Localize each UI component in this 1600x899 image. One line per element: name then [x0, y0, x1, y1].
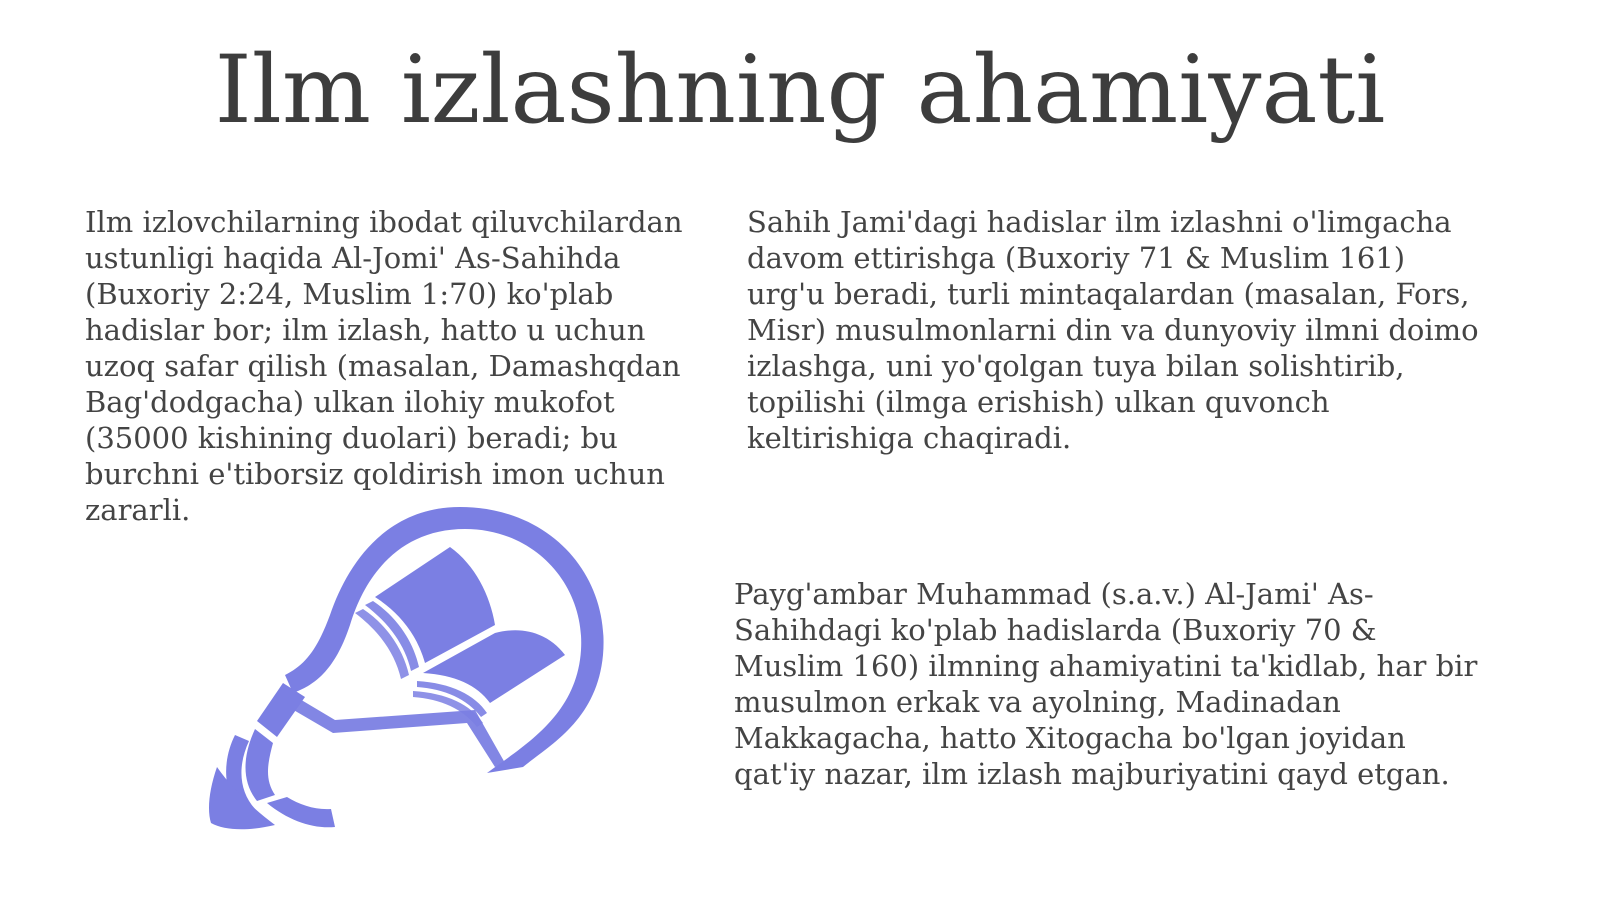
paragraph-sahih-jami: Sahih Jami'dagi hadislar ilm izlashni o'limgacha davom ettirishga (Buxoriy 71 & Muslim 161) urg'u beradi, turli mintaqalardan (masalan, Fors, Misr) musulmonlarni din va dunyoviy ilmni doimo izlashga, uni yo'qolgan tuya bilan solishtirib, topilishi (ilmga erishish) ulkan quvonch keltirishiga chaqiradi. — [747, 205, 1479, 455]
paragraph-paygambar: Payg'ambar Muhammad (s.a.v.) Al-Jami' As-Sahihdagi ko'plab hadislarda (Buxoriy 70 & Muslim 160) ilmning ahamiyatini ta'kidlab, har bir musulmon erkak va ayolning, Madinadan Makkagacha, hatto Xitogacha bo'lgan joyidan qat'iy nazar, ilm izlash majburiyatini qayd etgan. — [734, 577, 1478, 791]
paragraph-ilm-izlovchilar: Ilm izlovchilarning ibodat qiluvchilardan ustunligi haqida Al-Jomi' As-Sahihda (Buxoriy 2:24, Muslim 1:70) ko'plab hadislar bor; ilm izlash, hatto u uchun uzoq safar qilish (masalan, Damashqdan Bag'dodgacha) ulkan ilohiy mukofot (35000 kishining duolari) beradi; bu burchni e'tiborsiz qoldirish imon uchun zararli. — [85, 205, 683, 527]
bulb-thread-2 — [246, 729, 276, 801]
bulb-thread-4 — [267, 797, 335, 827]
lightbulb-book-icon — [205, 505, 625, 850]
slide-title: Ilm izlashning ahamiyati — [214, 36, 1386, 145]
